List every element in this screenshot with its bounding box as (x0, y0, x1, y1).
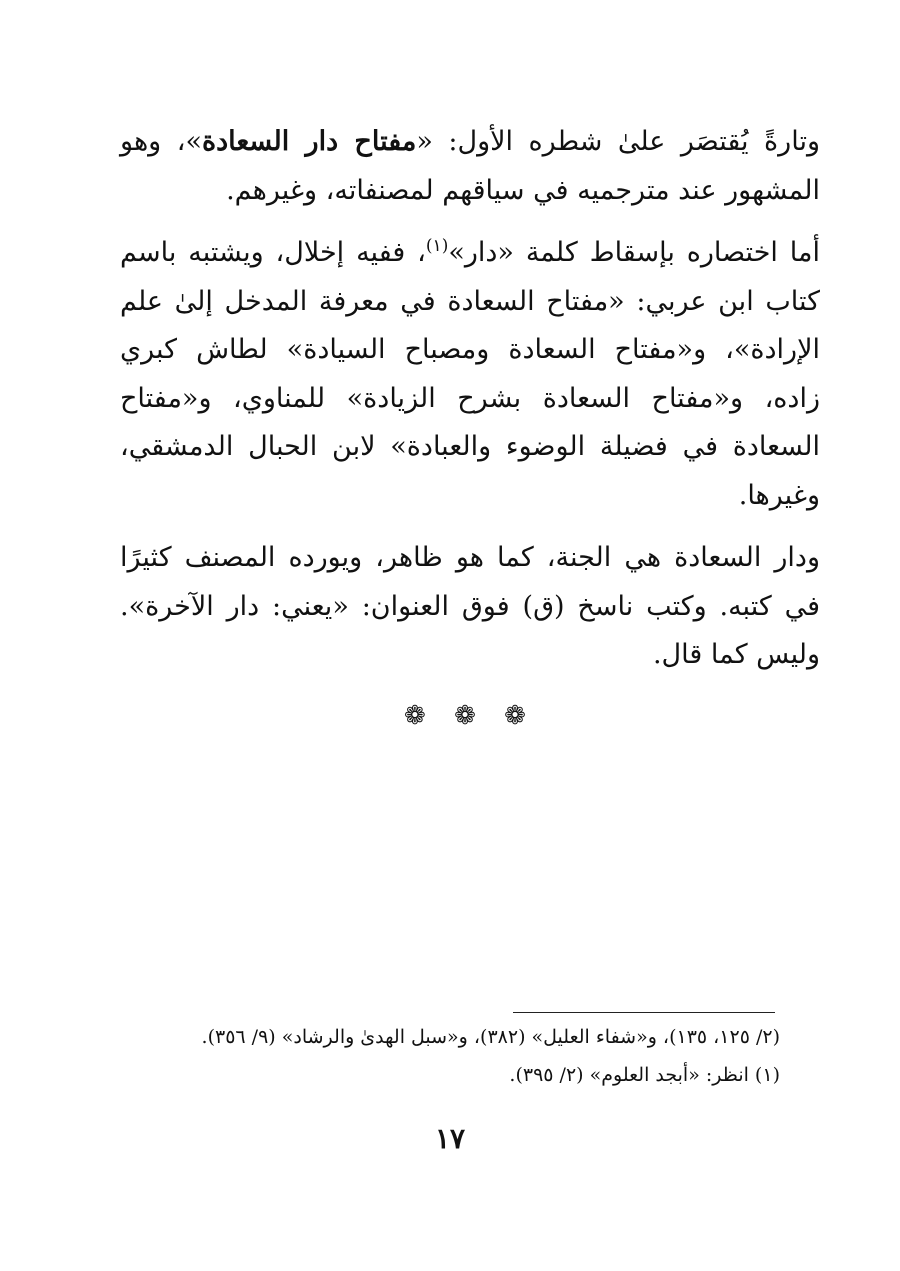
page-number: ١٧ (434, 1122, 466, 1155)
paragraph-1-text-start: وتارةً يُقتصَر علىٰ شطره الأول: « (416, 126, 820, 157)
paragraph-1-text-end: »، وهو المشهور عند مترجميه في سياقهم لمصنفاته، وغيرهم. (120, 126, 820, 206)
paragraph-3: ودار السعادة هي الجنة، كما هو ظاهر، ويورده المصنف كثيرًا في كتبه. وكتب ناسخ (ق) فوق العنوان: «يعني: دار الآخرة». وليس كما قال. (120, 542, 820, 670)
footnotes (120, 1018, 780, 1094)
footnote-separator (513, 1012, 775, 1013)
book-title-bold: مفتاح دار السعادة (201, 126, 417, 157)
footnote-1: (١) انظر: «أبجد العلوم» (٢/ ٣٩٥). (509, 1064, 780, 1086)
paragraph-2-text-start: أما اختصاره بإسقاط كلمة «دار» (448, 237, 820, 268)
paragraph-2-text-end: ، ففيه إخلال، ويشتبه باسم كتاب ابن عربي: «مفتاح السعادة في معرفة المدخل إلىٰ علم الإرادة»، و«مفتاح السعادة ومصباح السيادة» لطاش كبري زاده، و«مفتاح السعادة بشرح الزيادة» للمناوي، و«مفتاح السعادة في فضيلة الوضوء والعبادة» لابن الحبال الدمشقي، وغيرها. (120, 237, 820, 511)
footnote-continued: (٢/ ١٢٥، ١٣٥)، و«شفاء العليل» (٣٨٢)، و«سبل الهدىٰ والرشاد» (٩/ ٣٥٦). (201, 1026, 780, 1048)
ornament-divider: ❁ ❁ ❁ (404, 700, 536, 731)
footnote-reference[interactable]: (١) (425, 236, 449, 256)
paragraph-1 (120, 118, 820, 215)
paragraph-2 (120, 229, 820, 520)
main-text (120, 118, 820, 736)
